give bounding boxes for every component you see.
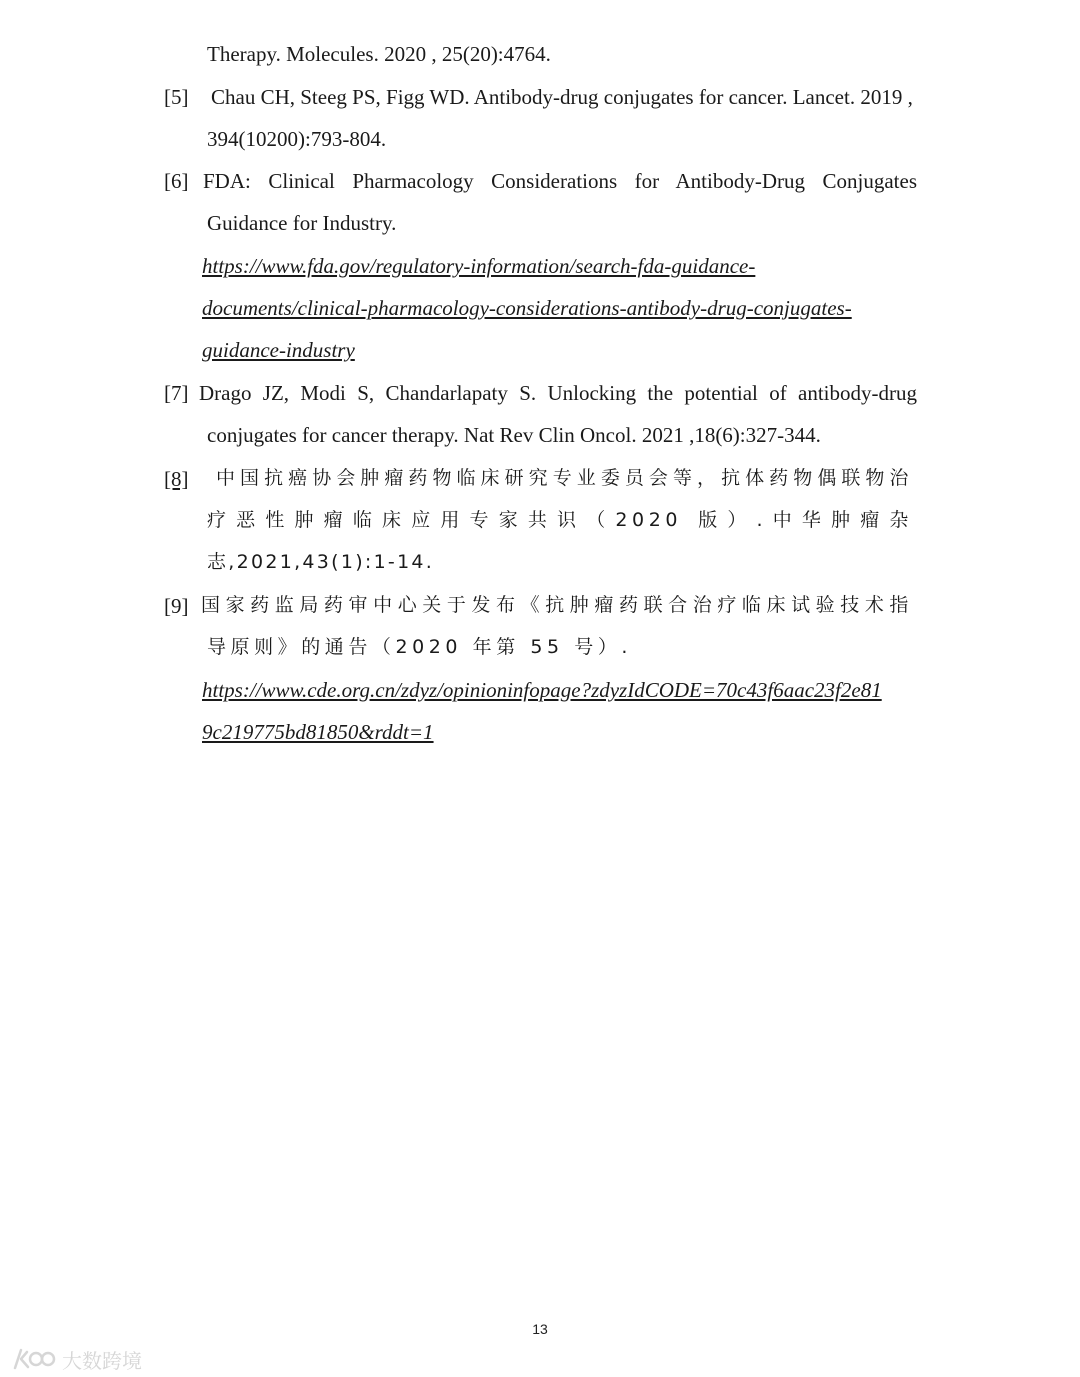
reference-9-line2: 导原则》的通告（2020 年第 55 号）. (207, 636, 633, 658)
reference-9-link-line2[interactable]: 9c219775bd81850&rddt=1 (202, 720, 434, 744)
reference-6-link-line3[interactable]: guidance-industry (202, 338, 355, 362)
reference-4-continuation: Therapy. Molecules. 2020 , 25(20):4764. (207, 42, 551, 66)
page-number: 13 (532, 1321, 548, 1337)
reference-8-line1: 中国抗癌协会肿瘤药物临床研究专业委员会等，抗体药物偶联物治 (216, 467, 913, 489)
reference-9-number: [9] (164, 594, 189, 618)
watermark-logo-icon (12, 1346, 56, 1372)
reference-9-link-line1[interactable]: https://www.cde.org.cn/zdyz/opinioninfopage?zdyzIdCODE=70c43f6aac23f2e81 (202, 678, 882, 702)
reference-6-link-line1[interactable]: https://www.fda.gov/regulatory-information/search-fda-guidance- (202, 254, 756, 278)
reference-9-line1: 国家药监局药审中心关于发布《抗肿瘤药联合治疗临床试验技术指 (201, 594, 913, 616)
reference-8-line3: 志,2021,43(1):1-14. (207, 551, 435, 573)
watermark-text: 大数跨境 (62, 1348, 142, 1373)
reference-7-line1: Drago JZ, Modi S, Chandarlapaty S. Unlocking the potential of antibody-drug (199, 381, 917, 405)
reference-8-number: [8] (164, 467, 189, 491)
reference-7-number: [7] (164, 381, 189, 405)
reference-5-number: [5] (164, 85, 189, 109)
reference-6-link-line2[interactable]: documents/clinical-pharmacology-considerations-antibody-drug-conjugates- (202, 296, 852, 320)
reference-5-line2: 394(10200):793-804. (207, 127, 387, 151)
reference-5-line1: Chau CH, Steeg PS, Figg WD. Antibody-drug conjugates for cancer. Lancet. 2019 , (211, 85, 913, 109)
reference-7-line2: conjugates for cancer therapy. Nat Rev Clin Oncol. 2021 ,18(6):327-344. (207, 423, 821, 447)
reference-6-number: [6] (164, 169, 189, 193)
watermark (12, 1344, 142, 1374)
reference-6-line2: Guidance for Industry. (207, 211, 397, 235)
reference-6-line1: FDA: Clinical Pharmacology Considerations for Antibody-Drug Conjugates (203, 169, 917, 193)
reference-8-line2: 疗恶性肿瘤临床应用专家共识（2020 版）.中华肿瘤杂 (207, 509, 913, 531)
